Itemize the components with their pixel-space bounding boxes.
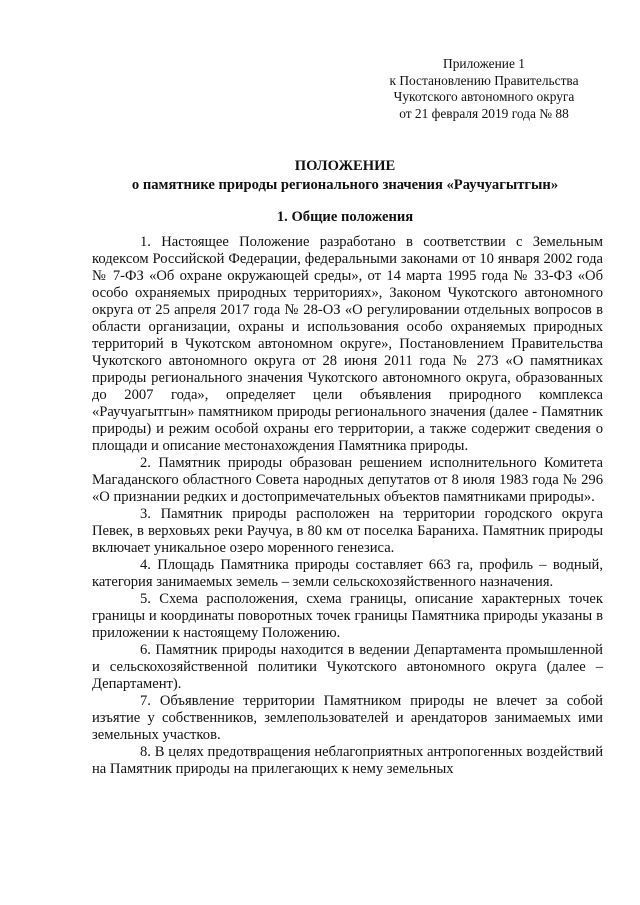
appendix-line-1: Приложение 1 [443,56,525,71]
paragraph-8: 8. В целях предотвращения неблагоприятных антропогенных воздействий на Памятник природы на прилегающих к нему земельных [92,744,603,777]
paragraph-3: 3. Памятник природы расположен на территории городского округа Певек, в верховьях реки Раучуа, в 80 км от поселка Бараниха. Памятник природы включает уникальное озеро моренного генезиса. [92,506,603,556]
appendix-line-2: к Постановлению Правительства [389,72,579,88]
paragraph-6: 6. Памятник природы находится в ведении Департамента промышленной и сельскохозяйственной политики Чукотского автономного округа (далее – Департамент). [92,642,603,692]
appendix-line-3: Чукотского автономного округа [393,89,575,105]
appendix-header [384,56,584,122]
paragraph-5: 5. Схема расположения, схема границы, описание характерных точек границы и координаты поворотных точек границы Памятника природы указаны в приложении к настоящему Положению. [92,591,603,641]
paragraph-7: 7. Объявление территории Памятником природы не влечет за собой изъятие у собственников, землепользователей и арендаторов занимаемых ими земельных участков. [92,693,603,743]
document-body [92,234,603,778]
appendix-line-4: от 21 февраля 2019 года № 88 [399,105,569,121]
section-heading: 1. Общие положения [276,209,414,225]
document-subtitle: о памятнике природы регионального значения «Раучуагытгын» [131,177,559,193]
paragraph-1: 1. Настоящее Положение разработано в соответствии с Земельным кодексом Российской Федерации, федеральными законами от 10 января 2002 года № 7-ФЗ «Об охране окружающей среды», от 14 марта 1995 года № 33-ФЗ «Об особо охраняемых природных территориях», Законом Чукотского автономного округа от 25 апреля 2017 года № 28-ОЗ «О регулировании отдельных вопросов в области организации, охраны и использования особо охраняемых природных территорий в Чукотском автономном округе», Постановлением Правительства Чукотского автономного округа от 28 июня 2011 года № 273 «О памятниках природы регионального значения Чукотского автономного округа, образованных до 2007 года», определяет цели объявления природного комплекса «Раучуагытгын» памятником природы регионального значения (далее - Памятник природы) и режим особой охраны его территории, а также содержит сведения о площади и описание местонахождения Памятника природы. [92,234,603,454]
paragraph-4: 4. Площадь Памятника природы составляет 663 га, профиль – водный, категория занимаемых земель – земли сельскохозяйственного назначения. [92,557,603,590]
document-title: ПОЛОЖЕНИЕ [294,158,396,174]
paragraph-2: 2. Памятник природы образован решением исполнительного Комитета Магаданского областного Совета народных депутатов от 8 июля 1983 года № 296 «О признании редких и достопримечательных объектов памятниками природы». [92,455,603,505]
